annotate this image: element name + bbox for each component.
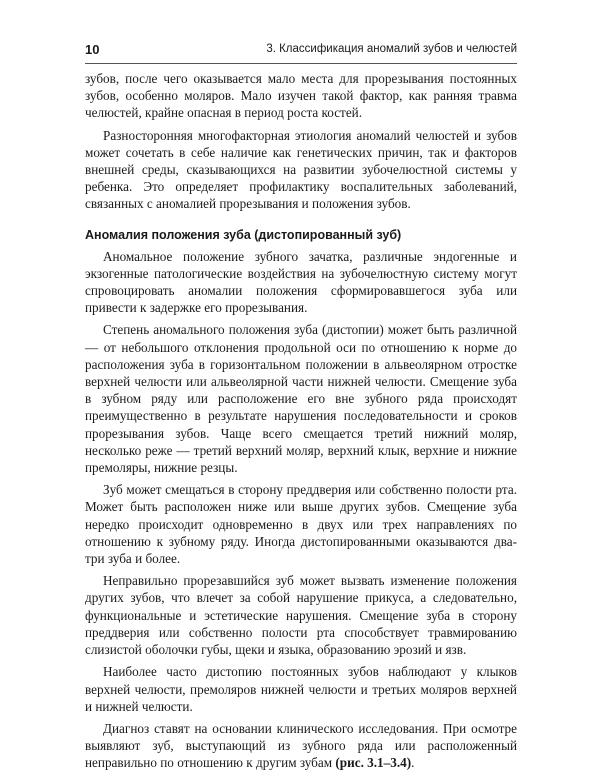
paragraph-end: .: [411, 755, 415, 771]
paragraph: Неправильно прорезавшийся зуб может вызвать изменение положения других зубов, что влечет за собой нарушение прикуса, а следовательно, функциональные и эстетические нарушения. Смещение зуба в сторону преддверия или собственно полости рта способствует травмированию слизистой оболочки губы, щеки и языка, образованию эрозий и язв.: [85, 573, 517, 658]
paragraph-text: Диагноз ставят на основании клинического исследования. При осмотре выявляют зуб, выступающий из зубного ряда или расположенный неправильно по отношению к другим зубам: [85, 720, 517, 771]
paragraph: зубов, после чего оказывается мало места для прорезывания постоянных зубов, особенно моляров. Мало изучен такой фактор, как ранняя травма челюстей, крайне опасная в период роста костей.: [85, 71, 517, 121]
section-heading: Аномалия положения зуба (дистопированный зуб): [85, 227, 402, 242]
paragraph: Зуб может смещаться в сторону преддверия или собственно полости рта. Может быть расположен ниже или выше других зубов. Смещение зуба нередко происходит одновременно в двух или трех направлениях по отношению к зубному ряду. Иногда дистопированными оказываются два-три зуба и более.: [85, 482, 517, 567]
page-body: [85, 70, 517, 772]
page-header: [85, 40, 517, 62]
page-number: 10: [85, 42, 100, 57]
paragraph: Наиболее часто дистопию постоянных зубов наблюдают у клыков верхней челюсти, премоляров нижней челюсти и третьих моляров верхней и нижней челюсти.: [85, 664, 517, 714]
paragraph: [85, 720, 517, 772]
figure-reference[interactable]: (рис. 3.1–3.4): [335, 755, 412, 771]
paragraph: Степень аномального положения зуба (дистопии) может быть различной — от небольшого отклонения продольной оси по отношению к норме до расположения зуба в горизонтальном положении в альвеолярном отростке верхней челюсти или альвеолярной части нижней челюсти. Смещение зуба в зубном ряду или расположение его вне зубного ряда происходят преимущественно в результате нарушения последовательности и сроков прорезывания зубов. Чаще всего смещается третий нижний моляр, несколько реже — третий верхний моляр, верхний клык, верхние и нижние премоляры, нижние резцы.: [85, 322, 517, 476]
paragraph: Аномальное положение зубного зачатка, различные эндогенные и экзогенные патологические воздействия на зубочелюстную систему могут спровоцировать аномалии положения сформировавшегося зуба или привести к задержке его прорезывания.: [85, 248, 517, 316]
running-title: 3. Классификация аномалий зубов и челюстей: [266, 43, 517, 55]
header-rule: [85, 63, 517, 64]
paragraph: Разносторонняя многофакторная этиология аномалий челюстей и зубов может сочетать в себе наличие как генетических причин, так и факторов внешней среды, сказывающихся на развитии зубочелюстной системы у ребенка. Это определяет профилактику воспалительных заболеваний, связанных с аномалией прорезывания и положения зубов.: [85, 127, 517, 212]
